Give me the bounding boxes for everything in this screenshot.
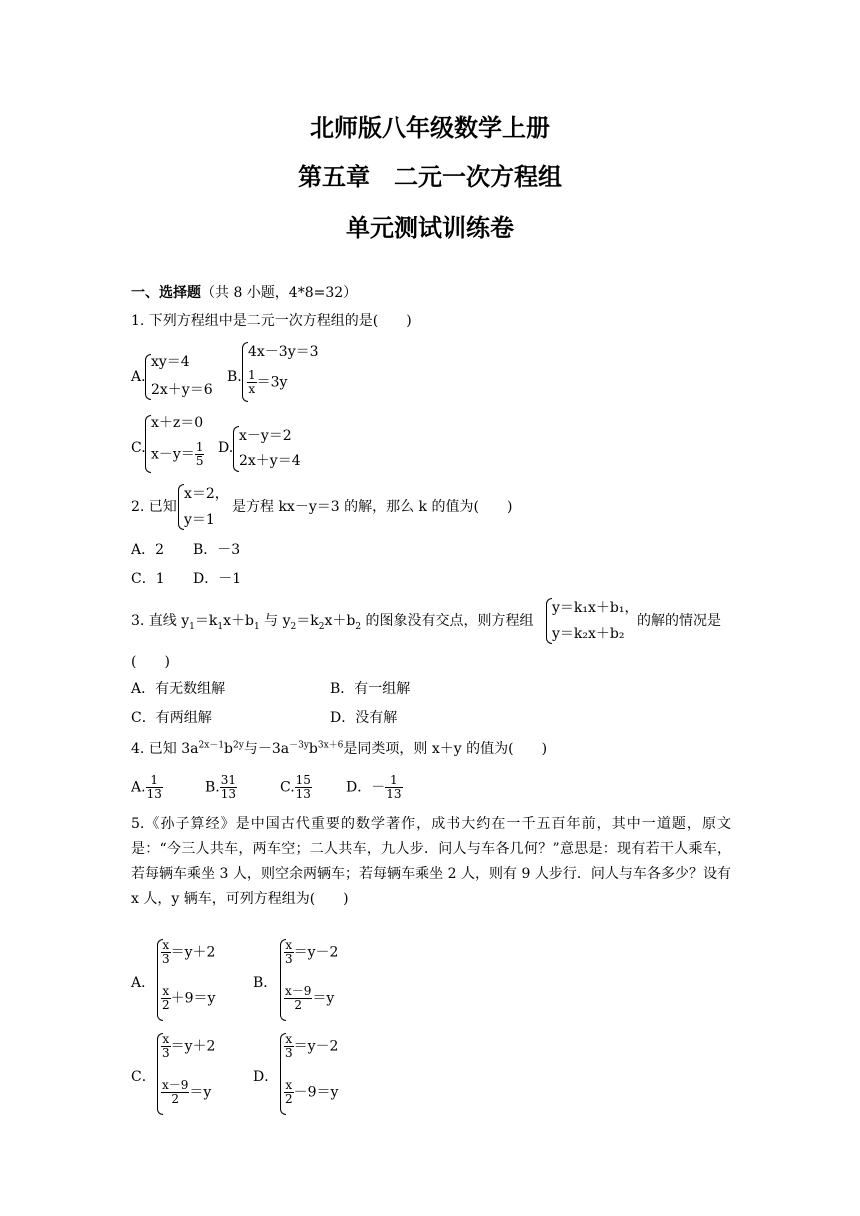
fraction	[161, 1033, 171, 1060]
equation-row: xy＝4	[151, 354, 190, 370]
numerator: x	[285, 938, 293, 952]
equation-row	[151, 441, 204, 468]
fraction	[146, 774, 163, 801]
denominator: x	[248, 382, 256, 396]
numerator: 1	[146, 774, 163, 788]
denominator: 3	[285, 952, 293, 966]
equation-rest: ＝y	[189, 1084, 212, 1101]
q3-stem-prefix: 3. 直线 y	[131, 613, 190, 629]
fraction	[161, 939, 171, 966]
q2-option-c: C．1	[131, 571, 165, 587]
q4-text: 是同类项，则 x＋y 的值为( )	[343, 741, 548, 757]
equation-row	[284, 1079, 338, 1106]
q4-text: 4. 已知 3a	[131, 741, 199, 757]
denominator: 13	[146, 787, 162, 801]
numerator: x－9	[162, 1078, 189, 1092]
q2-stem-prefix: 2. 已知	[131, 499, 177, 515]
option-label: C.	[280, 779, 295, 796]
equation-rest: ＝y－2	[293, 1038, 339, 1055]
q4-option-c	[280, 774, 312, 801]
q4-option-b	[205, 774, 237, 801]
option-label: D．－	[346, 779, 386, 796]
option-label: A.	[131, 779, 146, 796]
fraction	[284, 985, 312, 1012]
q3-stem: 3. 直线 $y_1=k_1x+b_1$ 与 $y_2=k_2x+b_2$ 的图象没有交点，则方程组	[131, 613, 534, 632]
q3-answer-paren: ( )	[131, 654, 170, 670]
q1-option-a-label: A.	[131, 369, 146, 385]
denominator: 13	[220, 787, 237, 801]
equation-rest: ＝y＋2	[170, 944, 216, 961]
equation-row: x＝2，	[184, 486, 229, 502]
equation-row: x＋z＝0	[151, 415, 204, 431]
equation-rest: ＋9＝y	[170, 990, 216, 1007]
exponent: 2y	[233, 740, 244, 751]
equation-rest: ＝3y	[256, 374, 288, 391]
denominator: 3	[285, 1046, 293, 1060]
q3-option-c: C．有两组解	[131, 710, 212, 726]
fraction	[195, 441, 205, 468]
equation-row	[161, 939, 215, 966]
equation-row: 4x－3y＝3	[248, 344, 319, 360]
denominator: 13	[295, 787, 311, 801]
denominator: 5	[195, 454, 204, 468]
denominator: 2	[162, 998, 170, 1012]
numerator: x	[162, 938, 170, 952]
denominator: 13	[386, 787, 402, 801]
q5-stem: 5.《孙子算经》是中国古代重要的数学著作，成书大约在一千五百年前，其中一道题，原文是：“今三人共车，两车空；二人共车，九人步．问人与车各几何？”意思是：现有若干人乘车，若每辆车乘坐 3 人，则空余两辆车；若每辆车乘坐 2 人，则有 9 人步行．问人与车各多少？设有 x 人，y 辆车，可列方程组为( )	[131, 816, 731, 907]
numerator: 31	[220, 773, 237, 787]
equation-row: 2x＋y＝4	[239, 453, 301, 469]
equation-row	[284, 939, 338, 966]
numerator: x－9	[285, 984, 312, 998]
denominator: 2	[285, 1092, 293, 1106]
option-label: B.	[205, 779, 220, 796]
numerator: x	[285, 1032, 293, 1046]
equation-row: y＝k₂x＋b₂	[552, 626, 625, 642]
equation-row	[161, 1033, 215, 1060]
equation-row	[161, 1079, 211, 1106]
q4-text: b	[224, 741, 234, 757]
fraction	[161, 1079, 189, 1106]
exponent: 2x－1	[198, 740, 225, 751]
q3-option-d: D．没有解	[330, 710, 398, 726]
title-grade: 北师版八年级数学上册	[310, 114, 550, 142]
section-heading	[131, 283, 357, 303]
q5-option-d-label: D．	[253, 1069, 279, 1085]
q4-option-d	[346, 774, 403, 801]
q4-text: b	[308, 741, 318, 757]
section-note: （共 8 小题，4*8=32）	[201, 285, 358, 301]
denominator: 3	[162, 952, 170, 966]
q4-stem	[131, 739, 547, 759]
q1-stem: 1. 下列方程组中是二元一次方程组的是( )	[131, 313, 412, 329]
exponent: 3x＋6	[317, 740, 344, 751]
q2-option-a: A．2	[131, 542, 165, 558]
fraction	[385, 774, 402, 801]
q3-option-b: B．有一组解	[330, 681, 411, 697]
equation-rest: ＝y＋2	[170, 1038, 216, 1055]
numerator: x	[162, 1032, 170, 1046]
fraction	[161, 985, 171, 1012]
q2-stem-suffix: 是方程 kx－y＝3 的解，那么 k 的值为( )	[232, 499, 513, 515]
equation-rest: ＝y	[312, 990, 335, 1007]
numerator: 1	[385, 774, 402, 788]
equation-row: 2x＋y＝6	[151, 382, 213, 398]
equation-row	[284, 1033, 338, 1060]
fraction	[284, 1033, 294, 1060]
fraction	[295, 774, 312, 801]
equation-row: y＝k₁x＋b₁，	[552, 600, 639, 616]
equation-row	[247, 369, 287, 396]
equation-row	[161, 985, 215, 1012]
numerator: 1	[248, 368, 256, 382]
title-chapter: 第五章 二元一次方程组	[298, 163, 562, 191]
numerator: x	[162, 984, 170, 998]
exponent: －3y	[289, 740, 309, 751]
equation-row: x－y＝2	[239, 428, 292, 444]
q5-option-c-label: C．	[131, 1069, 156, 1085]
numerator: 15	[295, 773, 311, 787]
equation-row	[284, 985, 334, 1012]
equation-rest: －9＝y	[293, 1084, 339, 1101]
section-heading-label: 一、选择题	[131, 285, 201, 301]
equation-prefix: x－y＝	[151, 446, 195, 463]
q4-option-a	[131, 774, 163, 801]
q2-option-b: B．－3	[193, 542, 241, 558]
fraction	[220, 774, 237, 801]
fraction	[284, 1079, 294, 1106]
equation-rest: ＝y－2	[293, 944, 339, 961]
denominator: 3	[162, 1046, 170, 1060]
q3-option-a: A．有无数组解	[131, 681, 226, 697]
q5-option-a-label: A．	[131, 975, 156, 991]
q4-text: 与－3a	[243, 741, 290, 757]
equation-row: y＝1	[184, 512, 215, 528]
denominator: 2	[171, 1092, 180, 1106]
q5-option-b-label: B．	[253, 975, 278, 991]
title-test: 单元测试训练卷	[346, 214, 514, 242]
denominator: 2	[294, 998, 303, 1012]
q2-option-d: D．－1	[193, 571, 242, 587]
q1-option-b-label: B.	[227, 369, 242, 385]
q1-option-d-label: D.	[218, 440, 234, 456]
numerator: x	[285, 1078, 293, 1092]
q3-stem-suffix: 的解的情况是	[637, 613, 721, 629]
fraction	[284, 939, 294, 966]
numerator: 1	[195, 440, 204, 454]
q1-option-c-label: C.	[131, 440, 146, 456]
fraction	[247, 369, 257, 396]
